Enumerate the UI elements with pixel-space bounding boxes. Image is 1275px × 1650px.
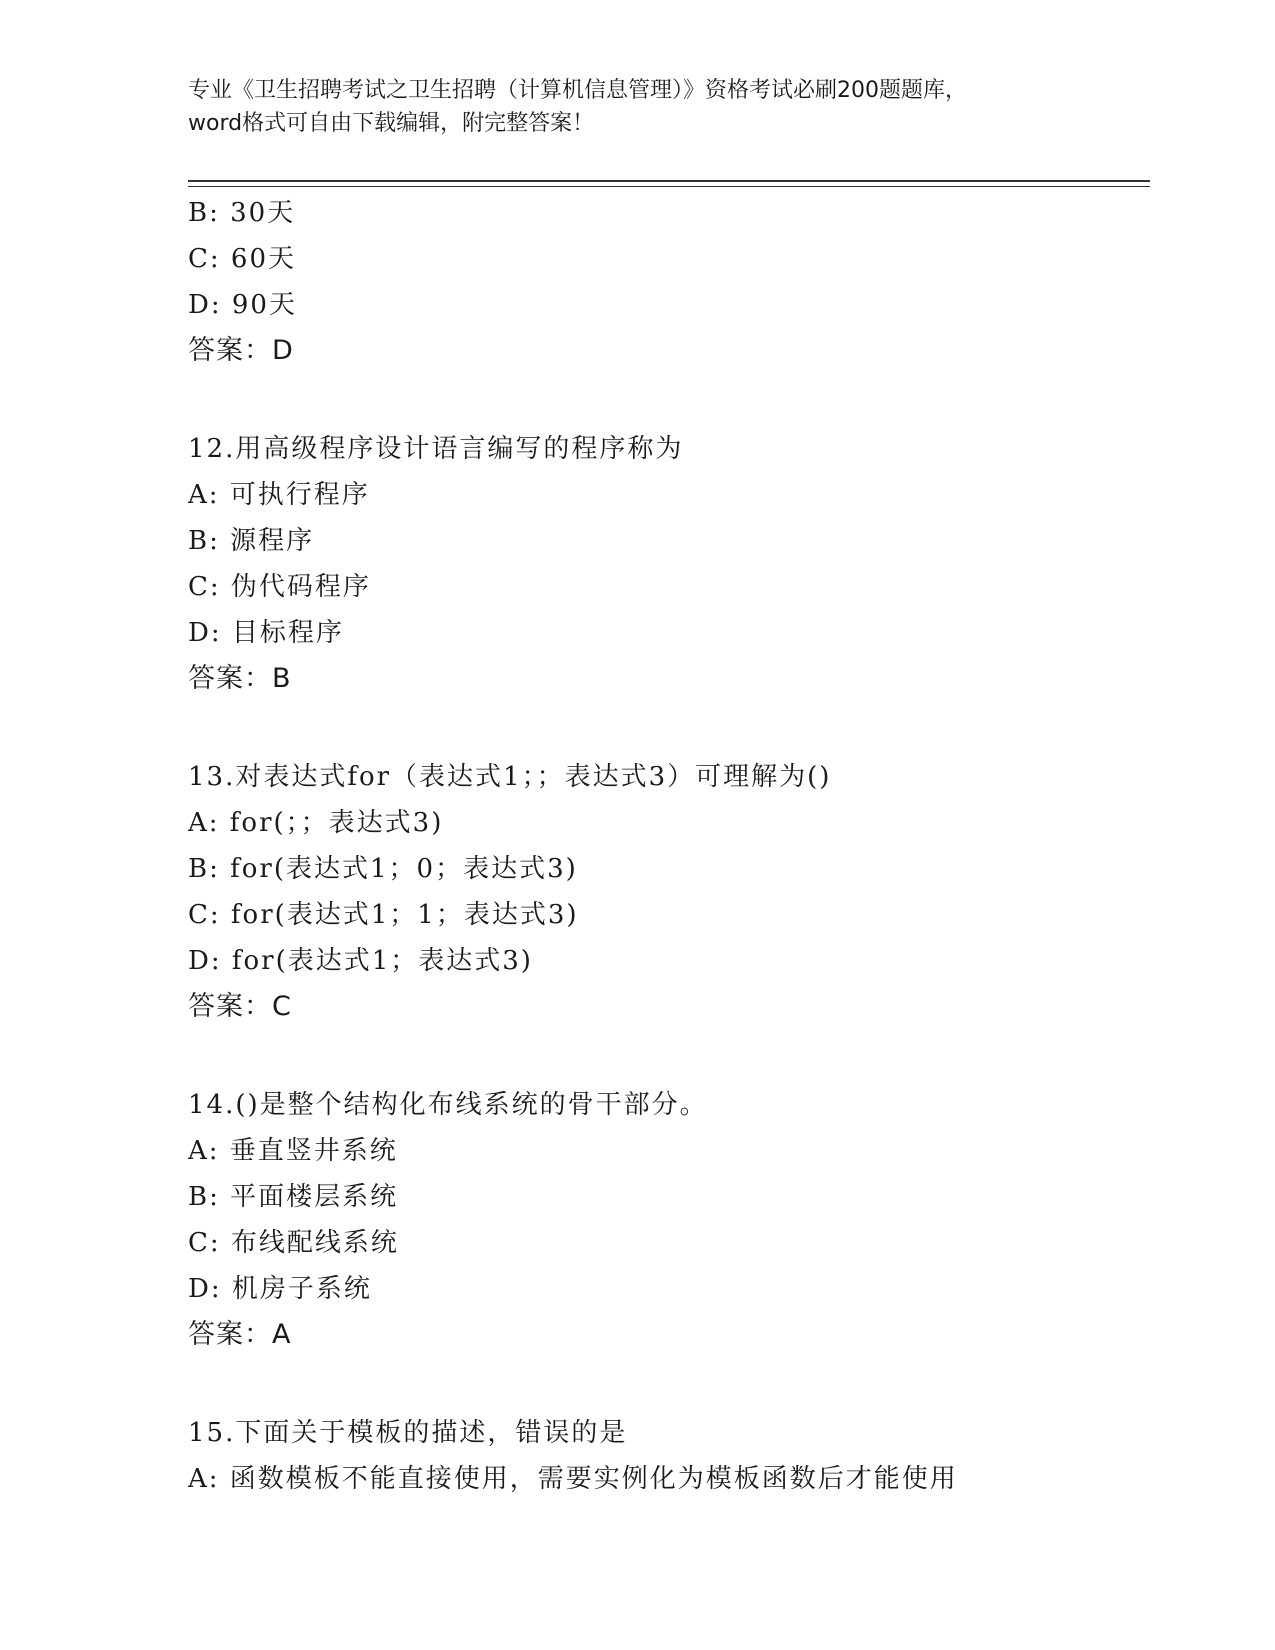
option-a: A: 垂直竖井系统 [188, 1136, 398, 1166]
spacer [188, 374, 1188, 426]
option-a: A: 函数模板不能直接使用，需要实例化为模板函数后才能使用 [188, 1464, 958, 1494]
spacer [188, 1030, 1188, 1082]
option-b: B: 平面楼层系统 [188, 1182, 399, 1212]
option-d: D: for(表达式1；表达式3) [188, 946, 533, 976]
answer-line: 答案：A [188, 1319, 292, 1350]
spacer [188, 1358, 1188, 1410]
option-b: B: for(表达式1；0；表达式3) [188, 854, 578, 884]
answer-line: 答案：C [188, 991, 292, 1022]
question-block-14 [188, 1082, 1188, 1358]
question-text: 12.用高级程序设计语言编写的程序称为 [188, 434, 684, 464]
question-text: 14.()是整个结构化布线系统的骨干部分。 [188, 1090, 708, 1120]
option-c: C: 布线配线系统 [188, 1228, 399, 1258]
header-title-line-1: 专业《卫生招聘考试之卫生招聘（计算机信息管理）》资格考试必刷200题题库， [188, 78, 967, 103]
question-block-12 [188, 426, 1188, 702]
spacer [188, 702, 1188, 754]
document-header [188, 74, 1088, 140]
header-title-line-2: word格式可自由下载编辑，附完整答案！ [188, 111, 595, 136]
option-b: B: 源程序 [188, 526, 315, 556]
header-divider-thin [188, 186, 1150, 187]
question-text: 13.对表达式for（表达式1；；表达式3）可理解为() [188, 762, 832, 792]
option-c: C: for(表达式1；1；表达式3) [188, 900, 579, 930]
answer-line: 答案：B [188, 663, 292, 694]
question-list [188, 190, 1188, 1502]
question-block-11 [188, 190, 1188, 374]
header-divider-thick [188, 180, 1150, 182]
option-a: A: for(；；表达式3) [188, 808, 444, 838]
option-c: C: 60天 [188, 244, 297, 274]
option-d: D: 90天 [188, 290, 297, 320]
question-block-15 [188, 1410, 1188, 1502]
option-b: B: 30天 [188, 198, 296, 228]
question-block-13 [188, 754, 1188, 1030]
option-d: D: 机房子系统 [188, 1274, 372, 1304]
question-text: 15.下面关于模板的描述，错误的是 [188, 1418, 628, 1448]
option-c: C: 伪代码程序 [188, 572, 371, 602]
option-d: D: 目标程序 [188, 618, 344, 648]
option-a: A: 可执行程序 [188, 480, 370, 510]
answer-line: 答案：D [188, 335, 294, 366]
